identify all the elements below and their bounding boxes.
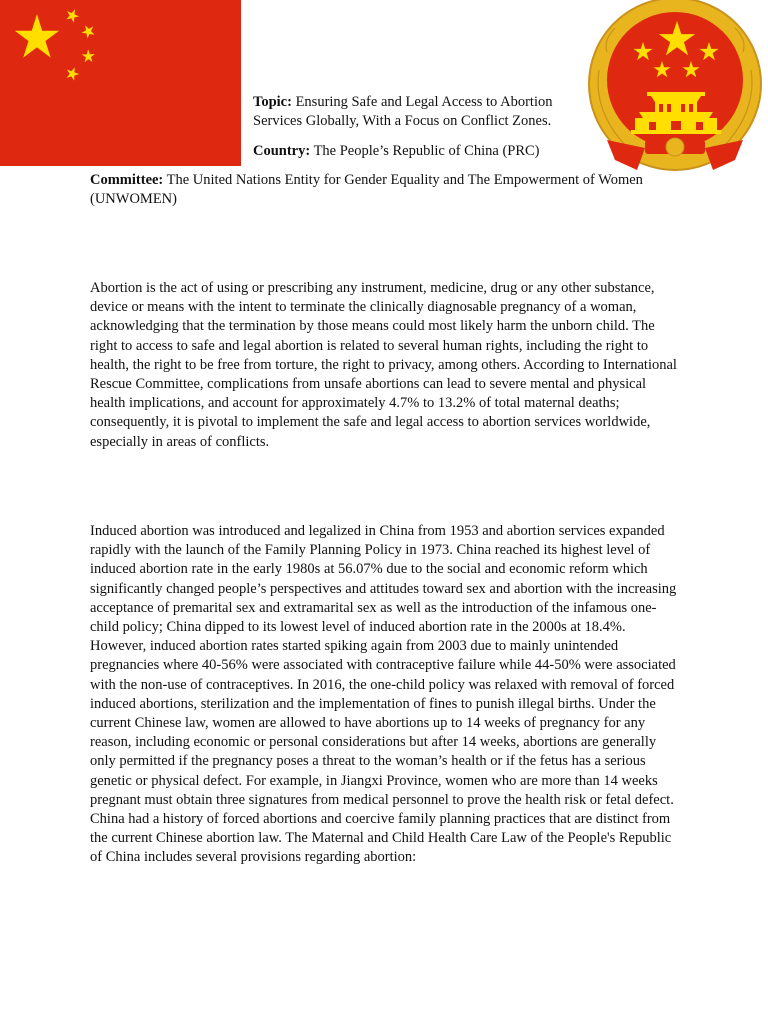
topic-line: [253, 93, 583, 131]
body-paragraph-2: Induced abortion was introduced and legalized in China from 1953 and abortion services expanded rapidly with the launch of the Family Planning Policy in 1973. China reached its highest level of induced abortion rate in the early 1980s at 56.07% due to the social and economic reform which significantly changed people’s perspectives and attitudes toward sex and abortion with the increasing acceptance of premarital sex and extramarital sex as well as the introduction of the infamous one-child policy; China dipped to its lowest level of induced abortion rate in the 2000s at 18.4%. However, induced abortion rates started spiking again from 2003 due to mainly unintended pregnancies where 40-56% were associated with contraceptive failure while 44-50% were associated with the non-use of contraceptives. In 2016, the one-child policy was relaxed with removal of forced induced abortions, sterilization and the implementation of fines to punish illegal births. Under the current Chinese law, women are allowed to have abortions up to 14 weeks of pregnancy for any reason, including economic or personal considerations but after 14 weeks, abortions are generally only permitted if the pregnancy poses a threat to the woman’s health or if the fetus has a serious genetic or physical defect. For example, in Jiangxi Province, women who are more than 14 weeks pregnant must obtain three signatures from medical personnel to prove the health risk or fetal defect. China had a history of forced abortions and coercive family planning practices that are distinct from the current Chinese abortion law. The Maternal and Child Health Care Law of the People's Republic of China includes several provisions regarding abortion:: [90, 523, 677, 866]
topic-text: Ensuring Safe and Legal Access to Abortion Services Globally, With a Focus on Conflict Zones.: [253, 94, 553, 130]
committee-label: Committee:: [90, 172, 164, 188]
committee-text: The United Nations Entity for Gender Equality and The Empowerment of Women (UNWOMEN): [90, 172, 643, 208]
committee-line: [90, 171, 680, 209]
body-paragraph-1: Abortion is the act of using or prescribing any instrument, medicine, drug or any other substance, device or means with the intent to terminate the clinically diagnosable pregnancy of a woman, acknowledging that the termination by those means could most likely harm the unborn child. The right to access to safe and legal abortion is related to several human rights, including the right to health, the right to be free from torture, the right to privacy, among others. According to International Rescue Committee, complications from unsafe abortions can lead to severe mental and physical health implications, and account for approximately 4.7% to 13.2% of total maternal deaths; consequently, it is pivotal to implement the safe and legal access to abortion services worldwide, especially in areas of conflicts.: [90, 280, 677, 450]
topic-label: Topic:: [253, 94, 292, 110]
china-national-emblem: [585, 0, 765, 176]
china-flag: [0, 0, 241, 166]
country-label: Country:: [253, 143, 311, 159]
country-text: The People’s Republic of China (PRC): [313, 143, 540, 159]
country-line: [253, 142, 583, 161]
